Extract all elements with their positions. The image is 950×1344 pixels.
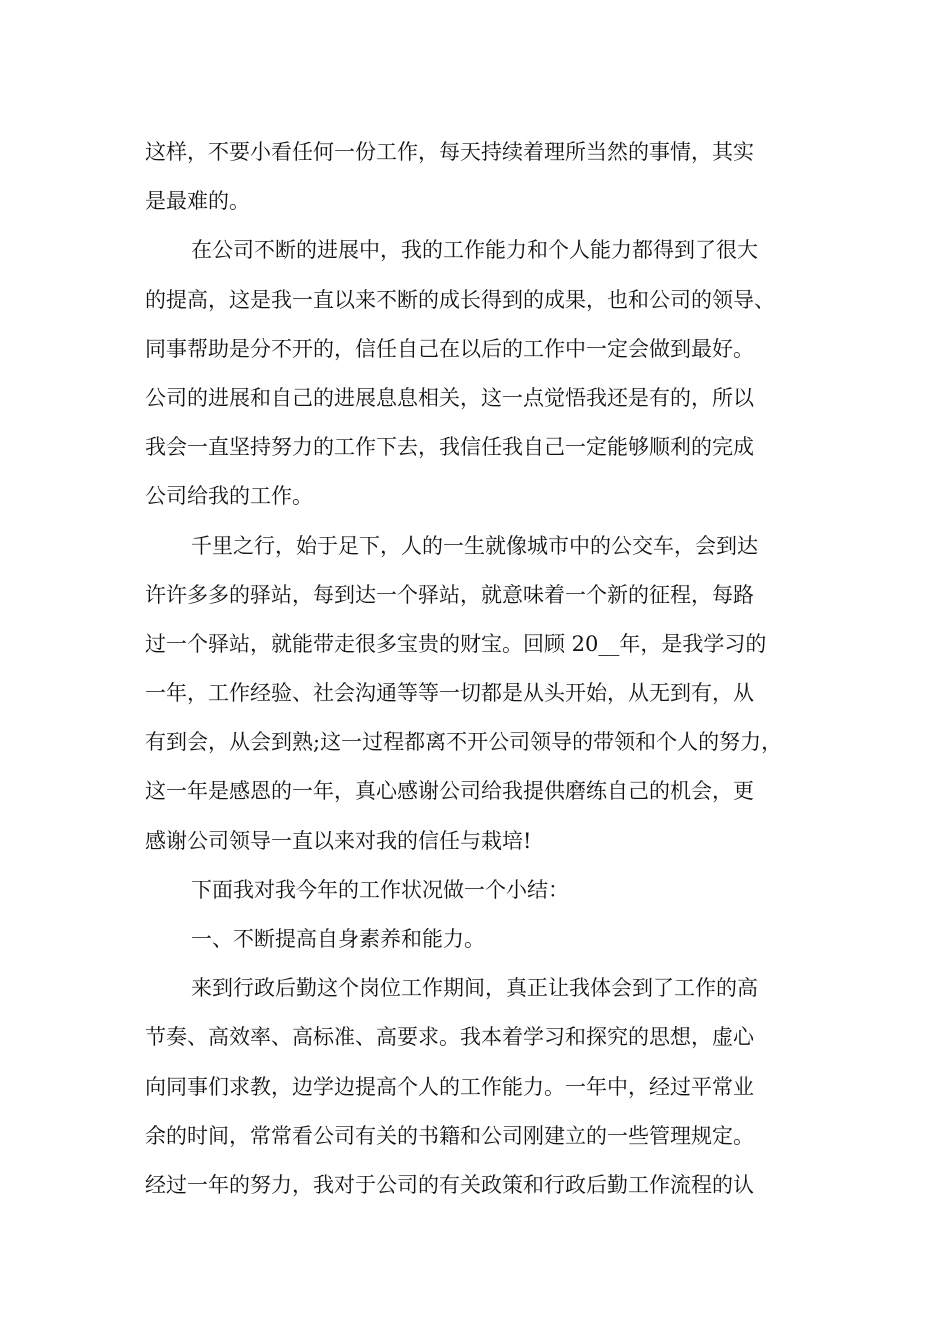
text-line: 许许多多的驿站，每到达一个驿站，就意味着一个新的征程，每路: [145, 582, 754, 607]
text-line: 余的时间，常常看公司有关的书籍和公司刚建立的一些管理规定。: [145, 1123, 754, 1148]
paragraph-start-line: 来到行政后勤这个岗位工作期间，真正让我体会到了工作的高: [191, 976, 758, 1001]
text-line: 的提高，这是我一直以来不断的成长得到的成果，也和公司的领导、: [145, 287, 775, 312]
text-line: 这一年是感恩的一年，真心感谢公司给我提供磨练自己的机会，更: [145, 779, 754, 804]
text-line: 有到会，从会到熟;这一过程都离不开公司领导的带领和个人的努力，: [145, 730, 783, 755]
text-line: 是最难的。: [145, 189, 250, 214]
body-text: [145, 128, 825, 1210]
text-line: 公司给我的工作。: [145, 484, 313, 509]
paragraph-start-line: 千里之行，始于足下，人的一生就像城市中的公交车，会到达: [191, 533, 758, 558]
text-line: 过一个驿站，就能带走很多宝贵的财宝。回顾 20__年，是我学习的: [145, 631, 767, 656]
text-line: 节奏、高效率、高标准、高要求。我本着学习和探究的思想，虚心: [145, 1025, 754, 1050]
text-line: 公司的进展和自己的进展息息相关，这一点觉悟我还是有的，所以: [145, 385, 754, 410]
text-line: 向同事们求教，边学边提高个人的工作能力。一年中，经过平常业: [145, 1074, 754, 1099]
text-line: 同事帮助是分不开的，信任自己在以后的工作中一定会做到最好。: [145, 336, 754, 361]
text-line: 一年，工作经验、社会沟通等等一切都是从头开始，从无到有，从: [145, 681, 754, 706]
text-line: 经过一年的努力，我对于公司的有关政策和行政后勤工作流程的认: [145, 1172, 754, 1197]
section-heading: 一、不断提高自身素养和能力。: [191, 927, 485, 951]
paragraph-start-line: 在公司不断的进展中，我的工作能力和个人能力都得到了很大: [191, 238, 758, 263]
text-line: 这样，不要小看任何一份工作，每天持续着理所当然的事情，其实: [145, 140, 754, 164]
text-line: 我会一直坚持努力的工作下去，我信任我自己一定能够顺利的完成: [145, 435, 754, 460]
paragraph-start-line: 下面我对我今年的工作状况做一个小结：: [191, 877, 569, 902]
text-line: 感谢公司领导一直以来对我的信任与栽培!: [145, 828, 532, 853]
